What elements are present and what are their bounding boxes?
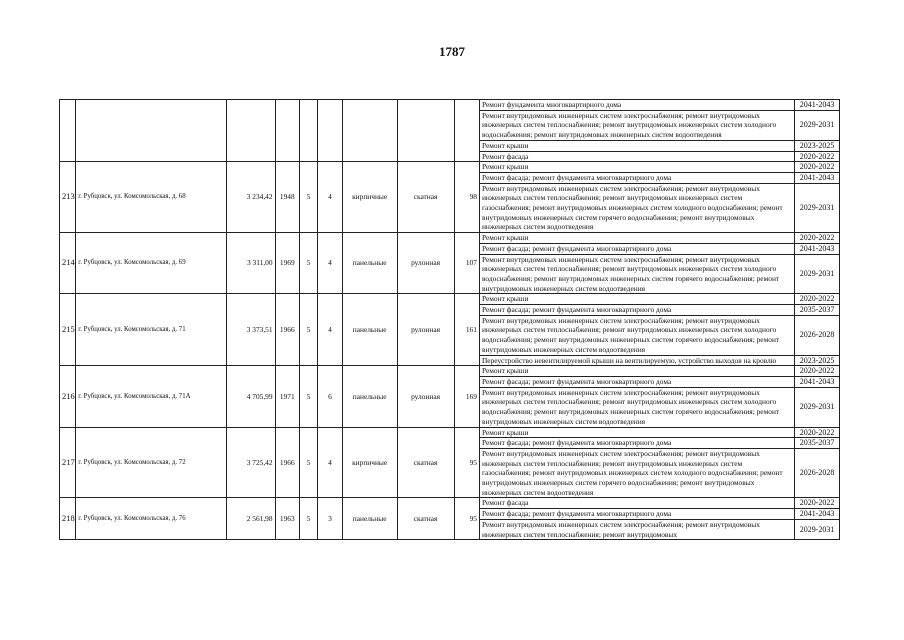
entry-year: 1969: [275, 233, 299, 294]
entry-apartments: 95: [454, 498, 479, 540]
entry-apartments: 161: [454, 294, 479, 366]
entry-roof: рулонная: [397, 233, 454, 294]
work-description: Ремонт крыши: [479, 427, 794, 438]
work-years: 2020-2022: [795, 162, 840, 173]
work-description: Ремонт крыши: [479, 294, 794, 305]
empty-cell-roof: [397, 100, 454, 162]
entry-roof: рулонная: [397, 366, 454, 427]
empty-cell-floors: [299, 100, 317, 162]
entry-roof: скатная: [397, 427, 454, 498]
work-description: Ремонт фасада; ремонт фундамента многоквартирного дома: [479, 305, 794, 316]
entry-number: 213: [60, 162, 76, 233]
entry-number: 214: [60, 233, 76, 294]
empty-cell-year: [275, 100, 299, 162]
work-years: 2020-2022: [795, 294, 840, 305]
entry-address: г. Рубцовск, ул. Комсомольская, д. 69: [76, 233, 227, 294]
work-years: 2020-2022: [795, 233, 840, 244]
entry-entrances: 4: [318, 162, 342, 233]
work-years: 2023-2025: [795, 355, 840, 366]
work-description: Ремонт крыши: [479, 140, 794, 151]
entry-apartments: 169: [454, 366, 479, 427]
table-row: [60, 162, 840, 173]
work-years: 2026-2028: [795, 448, 840, 498]
entry-floors: 5: [299, 162, 317, 233]
page-number: 1787: [439, 44, 465, 59]
entry-area: 3 373,51: [226, 294, 275, 366]
table-row: [60, 498, 840, 509]
table-row: [60, 366, 840, 377]
entry-number: 216: [60, 366, 76, 427]
entry-area: 2 561,98: [226, 498, 275, 540]
work-description: Ремонт внутридомовых инженерных систем электроснабжения; ремонт внутридомовых инженерных систем теплоснабжения; ремонт внутридомовых: [479, 519, 794, 539]
entry-roof: рулонная: [397, 294, 454, 366]
empty-cell-no: [60, 100, 76, 162]
entry-floors: 5: [299, 427, 317, 498]
work-years: 2020-2022: [795, 427, 840, 438]
empty-cell-address: [76, 100, 227, 162]
entry-address: г. Рубцовск, ул. Комсомольская, д. 72: [76, 427, 227, 498]
work-years: 2020-2022: [795, 151, 840, 162]
entry-address: г. Рубцовск, ул. Комсомольская, д. 68: [76, 162, 227, 233]
entry-entrances: 6: [318, 366, 342, 427]
entry-year: 1966: [275, 294, 299, 366]
work-years: 2023-2025: [795, 140, 840, 151]
empty-cell-area: [226, 100, 275, 162]
work-years: 2020-2022: [795, 366, 840, 377]
work-description: Ремонт внутридомовых инженерных систем электроснабжения; ремонт внутридомовых инженерных систем теплоснабжения; ремонт внутридомовых инженерных систем холодного водоснабжения; ремонт внутридомовых инженерных систем горячего водоснабжения; ремонт внутридомовых инженерных систем водоотведения: [479, 254, 794, 294]
work-description: Ремонт фундамента многоквартирного дома: [479, 100, 794, 111]
work-description: Ремонт крыши: [479, 162, 794, 173]
work-description: Ремонт фасада; ремонт фундамента многоквартирного дома: [479, 376, 794, 387]
work-years: 2029-2031: [795, 519, 840, 539]
entry-roof: скатная: [397, 162, 454, 233]
work-description: Ремонт фасада; ремонт фундамента многоквартирного дома: [479, 172, 794, 183]
entry-walls: кирпичные: [342, 162, 397, 233]
work-description: Ремонт фасада: [479, 498, 794, 509]
entry-address: г. Рубцовск, ул. Комсомольская, д. 71А: [76, 366, 227, 427]
repair-schedule-table-wrap: [59, 99, 840, 540]
work-years: 2035-2037: [795, 305, 840, 316]
table-row: [60, 294, 840, 305]
empty-cell-walls: [342, 100, 397, 162]
entry-floors: 5: [299, 233, 317, 294]
entry-walls: панельные: [342, 366, 397, 427]
work-years: 2029-2031: [795, 254, 840, 294]
work-description: Ремонт крыши: [479, 233, 794, 244]
entry-area: 3 725,42: [226, 427, 275, 498]
work-description: Ремонт внутридомовых инженерных систем электроснабжения; ремонт внутридомовых инженерных систем теплоснабжения; ремонт внутридомовых инженерных систем холодного водоснабжения; ремонт внутридомовых инженерных систем горячего водоснабжения; ремонт внутридомовых инженерных систем водоотведения: [479, 315, 794, 355]
entry-floors: 5: [299, 366, 317, 427]
entry-floors: 5: [299, 294, 317, 366]
work-description: Ремонт фасада; ремонт фундамента многоквартирного дома: [479, 243, 794, 254]
work-years: 2026-2028: [795, 315, 840, 355]
work-years: 2041-2043: [795, 376, 840, 387]
table-row: [60, 427, 840, 438]
empty-cell-entrances: [318, 100, 342, 162]
work-description: Ремонт внутридомовых инженерных систем электроснабжения; ремонт внутридомовых инженерных систем теплоснабжения; ремонт внутридомовых инженерных систем газоснабжения; ремонт внутридомовых инженерных систем холодного водоснабжения; ремонт внутридомовых инженерных систем горячего водоснабжения; ремонт внутридомовых инженерных систем водоотведения: [479, 448, 794, 498]
entry-address: г. Рубцовск, ул. Комсомольская, д. 76: [76, 498, 227, 540]
entry-area: 3 234,42: [226, 162, 275, 233]
entry-area: 3 311,00: [226, 233, 275, 294]
work-years: 2029-2031: [795, 110, 840, 140]
work-description: Ремонт фасада: [479, 151, 794, 162]
table-row: [60, 100, 840, 111]
work-years: 2041-2043: [795, 172, 840, 183]
work-years: 2041-2043: [795, 509, 840, 520]
entry-apartments: 95: [454, 427, 479, 498]
empty-cell-apartments: [454, 100, 479, 162]
entry-entrances: 4: [318, 294, 342, 366]
entry-number: 217: [60, 427, 76, 498]
entry-year: 1966: [275, 427, 299, 498]
work-description: Ремонт фасада; ремонт фундамента многоквартирного дома: [479, 509, 794, 520]
entry-year: 1971: [275, 366, 299, 427]
entry-year: 1948: [275, 162, 299, 233]
entry-walls: панельные: [342, 233, 397, 294]
entry-walls: панельные: [342, 294, 397, 366]
entry-entrances: 4: [318, 427, 342, 498]
work-description: Ремонт внутридомовых инженерных систем электроснабжения; ремонт внутридомовых инженерных систем теплоснабжения; ремонт внутридомовых инженерных систем холодного водоснабжения; ремонт внутридомовых инженерных систем водоотведения: [479, 110, 794, 140]
table-body: [60, 100, 840, 540]
work-description: Ремонт внутридомовых инженерных систем электроснабжения; ремонт внутридомовых инженерных систем теплоснабжения; ремонт внутридомовых инженерных систем холодного водоснабжения; ремонт внутридомовых инженерных систем горячего водоснабжения; ремонт внутридомовых инженерных систем водоотведения: [479, 387, 794, 427]
entry-roof: скатная: [397, 498, 454, 540]
work-description: Переустройство невентилируемой крыши на вентилируемую, устройство выходов на кровлю: [479, 355, 794, 366]
entry-number: 218: [60, 498, 76, 540]
work-years: 2041-2043: [795, 100, 840, 111]
work-description: Ремонт крыши: [479, 366, 794, 377]
work-years: 2029-2031: [795, 183, 840, 233]
repair-schedule-table: [59, 99, 840, 540]
entry-apartments: 98: [454, 162, 479, 233]
entry-entrances: 4: [318, 233, 342, 294]
work-years: 2041-2043: [795, 243, 840, 254]
work-description: Ремонт фасада; ремонт фундамента многоквартирного дома: [479, 438, 794, 449]
work-years: 2035-2037: [795, 438, 840, 449]
work-description: Ремонт внутридомовых инженерных систем электроснабжения; ремонт внутридомовых инженерных систем теплоснабжения; ремонт внутридомовых инженерных систем газоснабжения; ремонт внутридомовых инженерных систем холодного водоснабжения; ремонт внутридомовых инженерных систем горячего водоснабжения; ремонт внутридомовых инженерных систем водоотведения: [479, 183, 794, 233]
table-row: [60, 233, 840, 244]
work-years: 2020-2022: [795, 498, 840, 509]
entry-number: 215: [60, 294, 76, 366]
entry-walls: кирпичные: [342, 427, 397, 498]
entry-walls: панельные: [342, 498, 397, 540]
entry-apartments: 107: [454, 233, 479, 294]
entry-year: 1963: [275, 498, 299, 540]
entry-entrances: 3: [318, 498, 342, 540]
entry-address: г. Рубцовск, ул. Комсомольская, д. 71: [76, 294, 227, 366]
work-years: 2029-2031: [795, 387, 840, 427]
entry-floors: 5: [299, 498, 317, 540]
entry-area: 4 705,99: [226, 366, 275, 427]
